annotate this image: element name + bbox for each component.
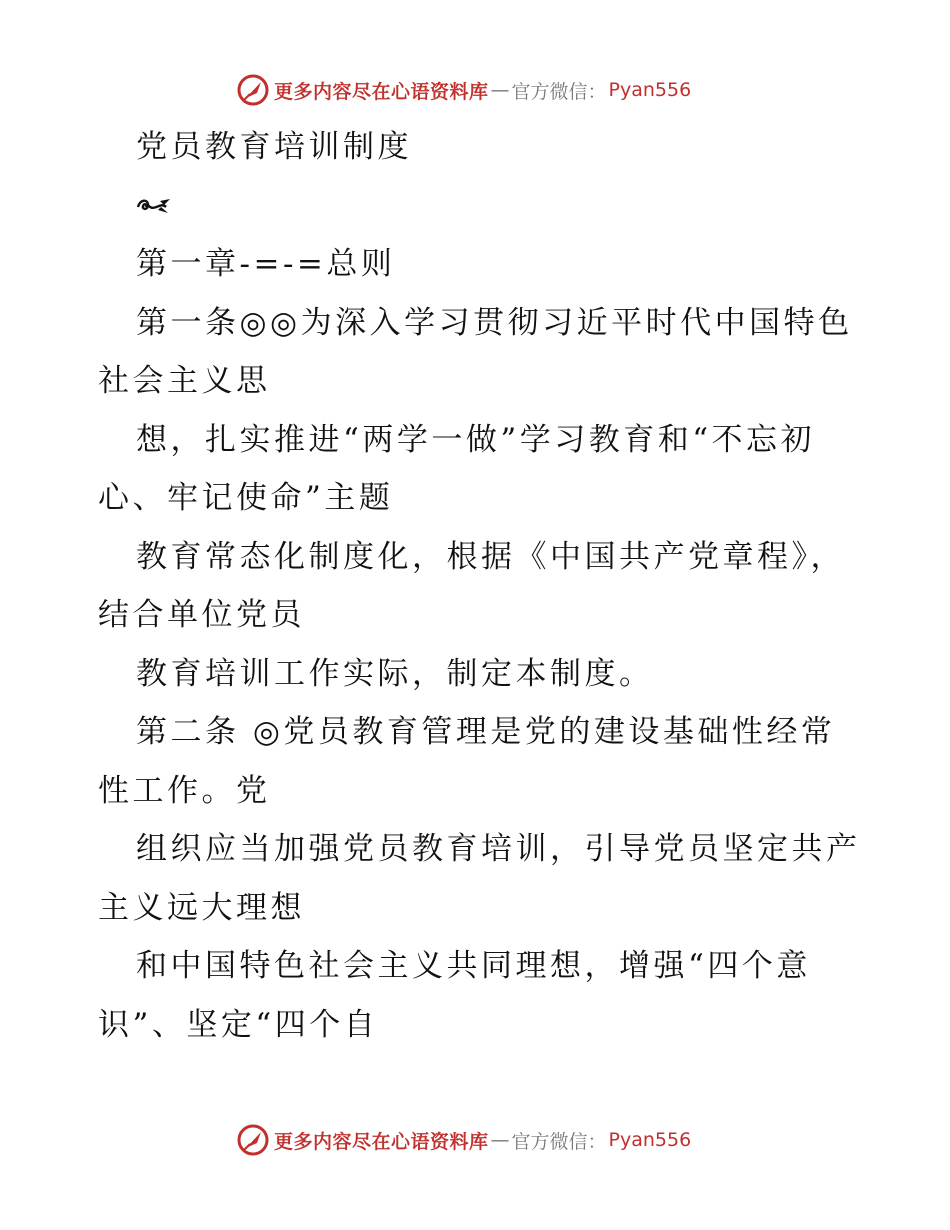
document-title: 党员教育培训制度 <box>136 129 412 165</box>
paragraph-line: 教育常态化制度化，根据《中国共产党章程》， <box>136 538 845 575</box>
watermark-site-text: 更多内容尽在心语资料库 <box>274 1130 489 1153</box>
paragraph-line: 社会主义思 <box>98 363 271 399</box>
quill-logo-icon <box>236 1123 270 1157</box>
watermark-wechat-label: 官方微信： <box>511 80 607 103</box>
paragraph-line: 主义远大理想 <box>98 889 305 926</box>
watermark-dash: — <box>490 79 510 101</box>
paragraph-line: 教育培训工作实际，制定本制度。 <box>136 655 654 692</box>
paragraph-line: 结合单位党员 <box>98 597 305 633</box>
paragraph-line: 识”、坚定“四个自 <box>98 1006 379 1043</box>
watermark-wechat-label: 官方微信： <box>511 1130 607 1153</box>
quill-logo-icon <box>236 73 270 107</box>
watermark-wechat-id: Pyan556 <box>608 1129 692 1151</box>
ornament-icon <box>98 177 858 236</box>
watermark-site-text: 更多内容尽在心语资料库 <box>274 80 489 103</box>
paragraph-line: 和中国特色社会主义共同理想，增强“四个意 <box>136 948 811 984</box>
watermark-dash: — <box>490 1129 510 1151</box>
paragraph-line: 组织应当加强党员教育培训，引导党员坚定共产 <box>136 831 861 867</box>
chapter-heading: 第一章-=-=总则 <box>136 246 396 282</box>
paragraph-line: 想，扎实推进“两学一做”学习教育和“不忘初 <box>136 421 816 458</box>
watermark-footer <box>236 1122 691 1158</box>
paragraph-line: 心、牢记使命”主题 <box>98 480 394 516</box>
paragraph-line: 第一条◎◎为深入学习贯彻习近平时代中国特色 <box>136 304 853 341</box>
paragraph-line: 第二条 ◎党员教育管理是党的建设基础性经常 <box>136 714 836 750</box>
watermark-header <box>236 72 691 108</box>
document-body <box>98 118 861 1054</box>
watermark-wechat-id: Pyan556 <box>608 79 692 101</box>
paragraph-line: 性工作。党 <box>98 772 271 809</box>
